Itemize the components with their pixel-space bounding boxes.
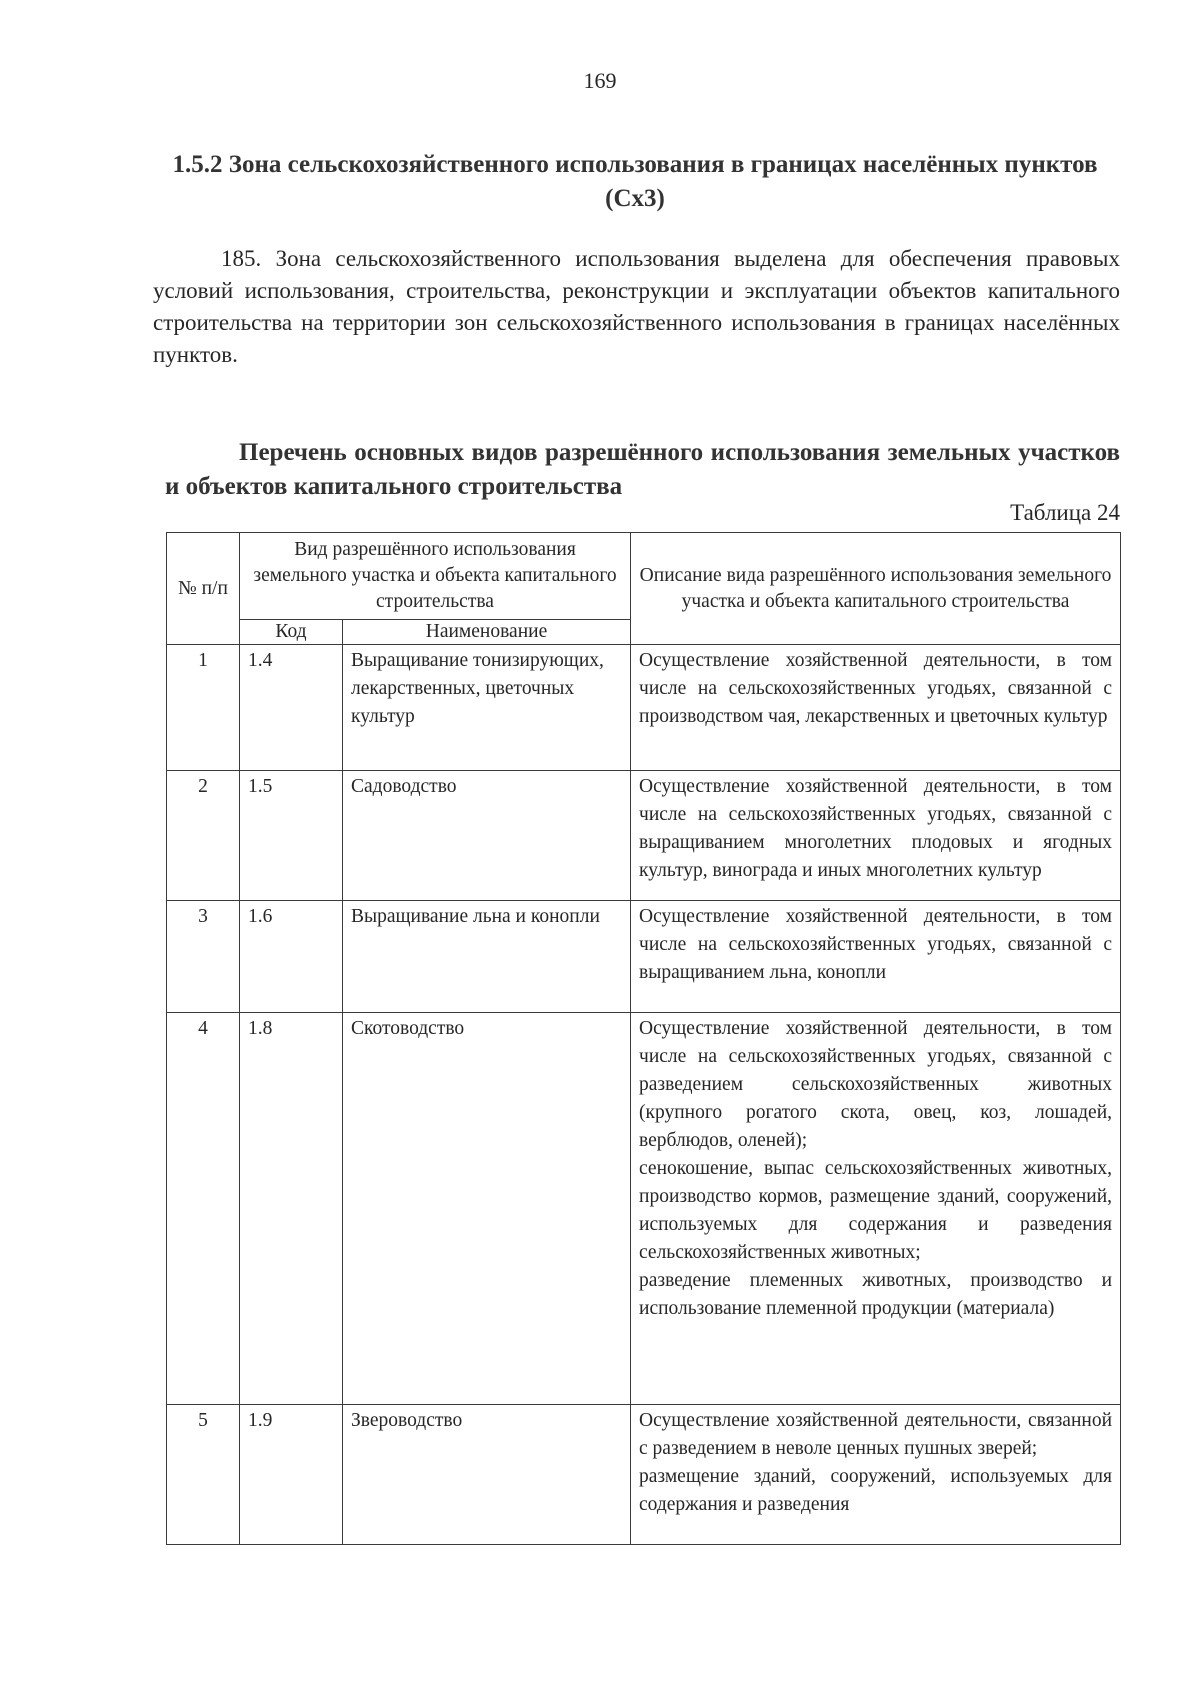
description-line: Осуществление хозяйственной деятельности, в том числе на сельскохозяйственных угодьях, связанной с разведением сельскохозяйственных животных (крупного рогатого скота, овец, коз, лошадей, верблюдов, оленей);: [639, 1018, 1113, 1151]
row-code: 1.4: [240, 645, 343, 771]
row-num: 1: [167, 645, 240, 771]
row-code: 1.6: [240, 901, 343, 1013]
header-description: Описание вида разрешённого использования земельного участка и объекта капитального строительства: [631, 533, 1121, 645]
row-name: Выращивание льна и конопли: [343, 901, 631, 1013]
row-name: Скотоводство: [343, 1013, 631, 1405]
row-num: 2: [167, 771, 240, 901]
table-title: Перечень основных видов разрешённого использования земельных участков и объектов капитального строительства: [165, 439, 1120, 500]
row-num: 4: [167, 1013, 240, 1405]
table-row: [167, 1405, 1121, 1545]
land-use-table: [166, 532, 1121, 1545]
row-description: [631, 645, 1121, 771]
row-code: 1.8: [240, 1013, 343, 1405]
header-code: Код: [240, 620, 343, 645]
description-line: разведение племенных животных, производство и использование племенной продукции (материала): [639, 1270, 1113, 1319]
description-line: сенокошение, выпас сельскохозяйственных животных, производство кормов, размещение зданий, сооружений, используемых для содержания и разведения сельскохозяйственных животных;: [639, 1158, 1113, 1263]
table-row: [167, 901, 1121, 1013]
page-number: 169: [583, 68, 617, 93]
table-row: [167, 645, 1121, 771]
row-num: 3: [167, 901, 240, 1013]
header-name: Наименование: [343, 620, 631, 645]
description-line: Осуществление хозяйственной деятельности, связанной с разведением в неволе ценных пушных зверей;: [639, 1410, 1113, 1459]
table-row: [167, 771, 1121, 901]
row-name: Выращивание тонизирующих, лекарственных, цветочных культур: [343, 645, 631, 771]
description-line: Осуществление хозяйственной деятельности, в том числе на сельскохозяйственных угодьях, связанной с производством чая, лекарственных и цветочных культур: [639, 650, 1113, 727]
section-title: 1.5.2 Зона сельскохозяйственного использования в границах населённых пунктов (Сх3): [172, 151, 1098, 212]
row-num: 5: [167, 1405, 240, 1545]
row-description: [631, 1013, 1121, 1405]
table-header-row: [167, 533, 1121, 620]
row-description: [631, 771, 1121, 901]
description-line: Осуществление хозяйственной деятельности, в том числе на сельскохозяйственных угодьях, связанной с выращиванием льна, конопли: [639, 906, 1113, 983]
row-name: Звероводство: [343, 1405, 631, 1545]
header-num: № п/п: [167, 533, 240, 645]
table-row: [167, 1013, 1121, 1405]
header-type-group: Вид разрешённого использования земельного участка и объекта капитального строительства: [240, 533, 631, 620]
row-description: [631, 901, 1121, 1013]
row-code: 1.9: [240, 1405, 343, 1545]
row-name: Садоводство: [343, 771, 631, 901]
intro-paragraph: 185. Зона сельскохозяйственного использования выделена для обеспечения правовых условий использования, строительства, реконструкции и эксплуатации объектов капитального строительства на территории зон сельскохозяйственного использования в границах населённых пунктов.: [153, 246, 1120, 367]
table-caption: Таблица 24: [1010, 500, 1120, 525]
description-line: размещение зданий, сооружений, используемых для содержания и разведения: [639, 1466, 1113, 1515]
row-code: 1.5: [240, 771, 343, 901]
description-line: Осуществление хозяйственной деятельности, в том числе на сельскохозяйственных угодьях, связанной с выращиванием многолетних плодовых и ягодных культур, винограда и иных многолетних культур: [639, 776, 1113, 881]
row-description: [631, 1405, 1121, 1545]
